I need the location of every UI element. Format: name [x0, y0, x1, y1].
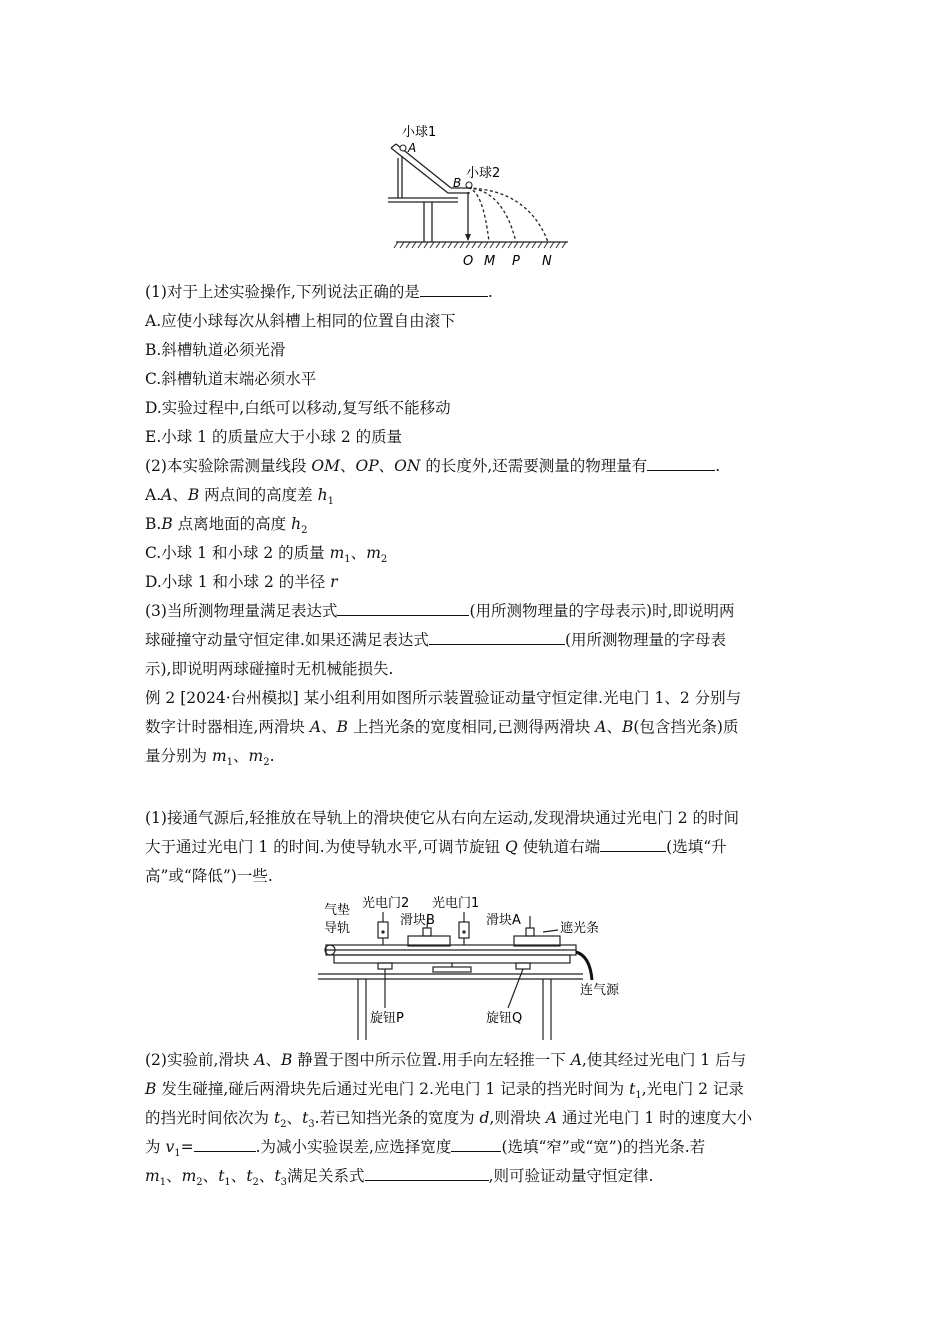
- q1-option-a: A.应使小球每次从斜槽上相同的位置自由滚下: [145, 312, 456, 330]
- ball-2-icon: [466, 182, 472, 188]
- air-track-label-2: 导轨: [324, 921, 351, 936]
- q2-option-c: C.小球 1 和小球 2 的质量 $m_1$、$m_2$: [145, 544, 388, 566]
- q3-line-2: 球碰撞守动量守恒定律.如果还满足表达式 (用所测物理量的字母表: [145, 631, 726, 649]
- q1-stem: (1)对于上述实验操作,下列说法正确的是 .: [145, 283, 493, 301]
- photogate-1-label: 光电门1: [432, 896, 480, 911]
- q3-line-3: 示),即说明两球碰撞时无机械能损失.: [145, 660, 394, 678]
- example2-line-2: 数字计时器相连,两滑块 A、B 上挡光条的宽度相同,已测得两滑块 A、B(包含挡光条)质: [145, 718, 739, 736]
- q1-option-d: D.实验过程中,白纸可以移动,复写纸不能移动: [145, 399, 451, 417]
- ground-label-o: O: [463, 254, 474, 269]
- ground-label-m: M: [484, 254, 496, 269]
- ex2-q1-line-1: (1)接通气源后,轻推放在导轨上的滑块使它从右向左运动,发现滑块通过光电门 2 的时间: [145, 809, 740, 827]
- knob-p-label: 旋钮P: [370, 1011, 404, 1026]
- velocity-answer-blank[interactable]: [194, 1136, 256, 1152]
- ball-1-icon: [400, 145, 406, 151]
- ground-label-p: P: [512, 254, 520, 269]
- q2-stem: (2)本实验除需测量线段 OM、OP、ON 的长度外,还需要测量的物理量有 .: [145, 457, 721, 475]
- figure-air-track: [318, 890, 638, 1042]
- q2-option-b: B.B 点离地面的高度 $h_2$: [145, 515, 308, 537]
- ball-1-label: 小球1: [402, 125, 437, 140]
- slider-a-label: 滑块A: [486, 913, 521, 928]
- ex2-q1-line-2: 大于通过光电门 1 的时间.为使导轨水平,可调节旋钮 Q 使轨道右端 (选填“升: [145, 838, 727, 856]
- example2-line-3: 量分别为 $m_1$、$m_2$.: [145, 747, 275, 769]
- q3-line-1: (3)当所测物理量满足表达式 (用所测物理量的字母表示)时,即说明两: [145, 602, 735, 620]
- ex2-q2-line-4: 为 $v_1=$ .为减小实验误差,应选择宽度 (选填“窄”或“宽”)的挡光条.若: [145, 1138, 706, 1160]
- q1-option-c: C.斜槽轨道末端必须水平: [145, 370, 317, 388]
- q1-option-e: E.小球 1 的质量应大于小球 2 的质量: [145, 428, 403, 446]
- shading-strip-label: 遮光条: [560, 921, 600, 936]
- ex2-q2-line-3: 的挡光时间依次为 $t_2$、$t_3$.若已知挡光条的宽度为 d,则滑块 A 通过光电门 1 时的速度大小: [145, 1109, 753, 1131]
- q2-answer-blank[interactable]: [647, 455, 715, 471]
- figure-collision-apparatus: [388, 118, 573, 270]
- q2-option-a: A.A、B 两点间的高度差 $h_1$: [145, 486, 334, 508]
- q2-option-d: D.小球 1 和小球 2 的半径 r: [145, 573, 338, 591]
- slider-b-label: 滑块B: [400, 913, 435, 928]
- ex2-q1-line-3: 高”或“降低”)一些.: [145, 867, 273, 885]
- ex2-q2-line-2: B 发生碰撞,碰后两滑块先后通过光电门 2.光电门 1 记录的挡光时间为 $t_1$,光电门 2 记录: [145, 1080, 744, 1102]
- ball-2-label: 小球2: [466, 166, 501, 181]
- example2-line-1: 例 2 [2024·台州模拟] 某小组利用如图所示装置验证动量守恒定律.光电门 1、2 分别与: [145, 689, 742, 707]
- ex2-q2-line-5: $m_1$、$m_2$、$t_1$、$t_2$、$t_3$满足关系式 ,则可验证动量守恒定律.: [145, 1167, 654, 1189]
- photogate-2-label: 光电门2: [362, 896, 410, 911]
- q1-option-b: B.斜槽轨道必须光滑: [145, 341, 286, 359]
- momentum-relation-blank[interactable]: [365, 1165, 489, 1181]
- width-choice-blank[interactable]: [451, 1136, 501, 1152]
- air-track-label-1: 气垫: [324, 903, 351, 918]
- knob-q-label: 旋钮Q: [486, 1011, 523, 1026]
- air-source-label: 连气源: [580, 983, 620, 998]
- ground-label-n: N: [542, 254, 552, 269]
- q3-expression-blank-2[interactable]: [429, 629, 565, 645]
- q1-answer-blank[interactable]: [420, 281, 488, 297]
- q3-expression-blank-1[interactable]: [337, 600, 469, 616]
- ex2-q1-answer-blank[interactable]: [600, 836, 666, 852]
- point-b-label: B: [453, 176, 462, 190]
- ex2-q2-line-1: (2)实验前,滑块 A、B 静置于图中所示位置.用手向左轻推一下 A,使其经过光电门 1 后与: [145, 1051, 747, 1069]
- point-a-label: A: [408, 141, 417, 155]
